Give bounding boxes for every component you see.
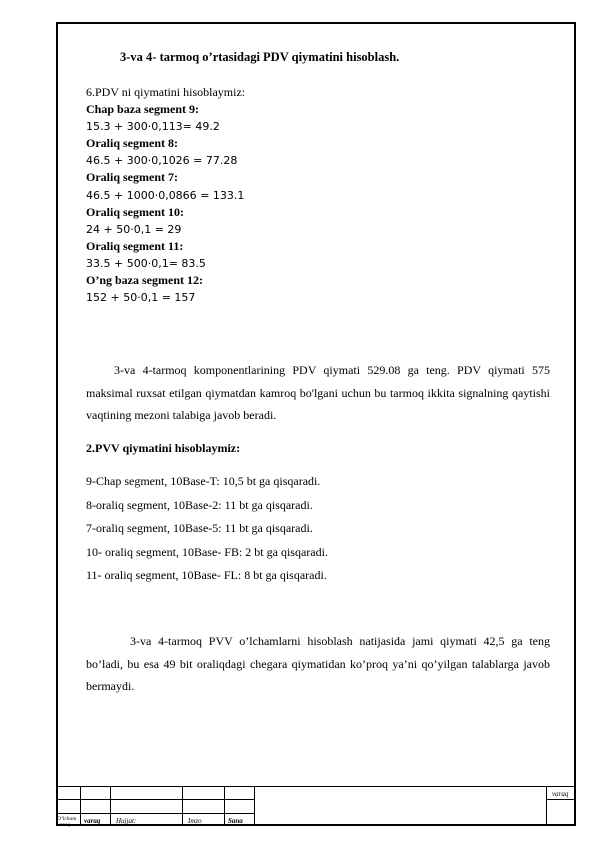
- segment-formula: 46.5 + 300·0,1026 = 77.28: [86, 154, 238, 168]
- divider: [80, 786, 81, 826]
- segment-formula: 24 + 50·0,1 = 29: [86, 222, 182, 236]
- list-item: 10- oraliq segment, 10Base- FB: 2 bt ga qisqaradi.: [86, 544, 328, 559]
- divider: [546, 799, 576, 800]
- pdv-conclusion: 3-va 4-tarmoq komponentlarining PDV qiymati 529.08 ga teng. PDV qiymati 575 maksimal ruxsat etilgan qiymatdan kamroq bo'lgani uchun bu tarmoq ikkita signalning qaytishi vaqtining mezoni talabiga javob beradi.: [86, 363, 550, 422]
- pdv-intro: 6.PDV ni qiymatini hisoblaymiz:: [86, 85, 246, 99]
- tb-label-page: varaq: [552, 790, 569, 798]
- segment-heading: Oraliq segment 10:: [86, 204, 184, 219]
- tb-label-signature: Imzo: [188, 817, 202, 825]
- segment-formula: 46.5 + 1000·0,0866 = 133.1: [86, 188, 245, 202]
- title-block: [56, 786, 576, 826]
- divider: [110, 786, 111, 826]
- divider: [546, 786, 547, 826]
- pvv-conclusion: 3-va 4-tarmoq PVV o’lchamlarni hisoblash natijasida jami qiymati 42,5 ga teng bo’ladi, bu esa 49 bit oraliqdagi chegara qiymatidan ko’proq ya’ni qo’yilgan talablarga javob bermaydi.: [86, 634, 550, 693]
- section-title: 3-va 4- tarmoq o’rtasidagi PDV qiymatini hisoblash.: [120, 50, 400, 64]
- divider: [56, 786, 576, 787]
- tb-label-date: Sana: [228, 817, 243, 825]
- tb-label-size: O’lcham varaq: [57, 816, 77, 828]
- segment-heading: O’ng baza segment 12:: [86, 273, 203, 288]
- pvv-list: [86, 470, 328, 588]
- pdv-calculation: [86, 84, 245, 306]
- list-item: 11- oraliq segment, 10Base- FL: 8 bt ga qisqaradi.: [86, 568, 327, 582]
- list-item: 9-Chap segment, 10Base-T: 10,5 bt ga qisqaradi.: [86, 474, 321, 488]
- divider: [254, 786, 255, 826]
- list-item: 8-oraliq segment, 10Base-2: 11 bt ga qisqaradi.: [86, 497, 313, 512]
- pvv-heading: 2.PVV qiymatini hisoblaymiz:: [86, 441, 241, 455]
- segment-heading: Chap baza segment 9:: [86, 102, 199, 117]
- divider: [182, 786, 183, 826]
- segment-heading: Oraliq segment 8:: [86, 136, 178, 151]
- tb-label-sheet: varaq: [84, 817, 101, 825]
- segment-formula: 33.5 + 500·0,1= 83.5: [86, 256, 206, 270]
- segment-formula: 15.3 + 300·0,113= 49.2: [86, 120, 220, 134]
- tb-label-document: Hujjat:: [116, 817, 137, 825]
- segment-formula: 152 + 50·0,1 = 157: [86, 291, 196, 305]
- divider: [224, 786, 225, 826]
- segment-heading: Oraliq segment 7:: [86, 170, 178, 185]
- segment-heading: Oraliq segment 11:: [86, 238, 184, 253]
- list-item: 7-oraliq segment, 10Base-5: 11 bt ga qisqaradi.: [86, 521, 313, 535]
